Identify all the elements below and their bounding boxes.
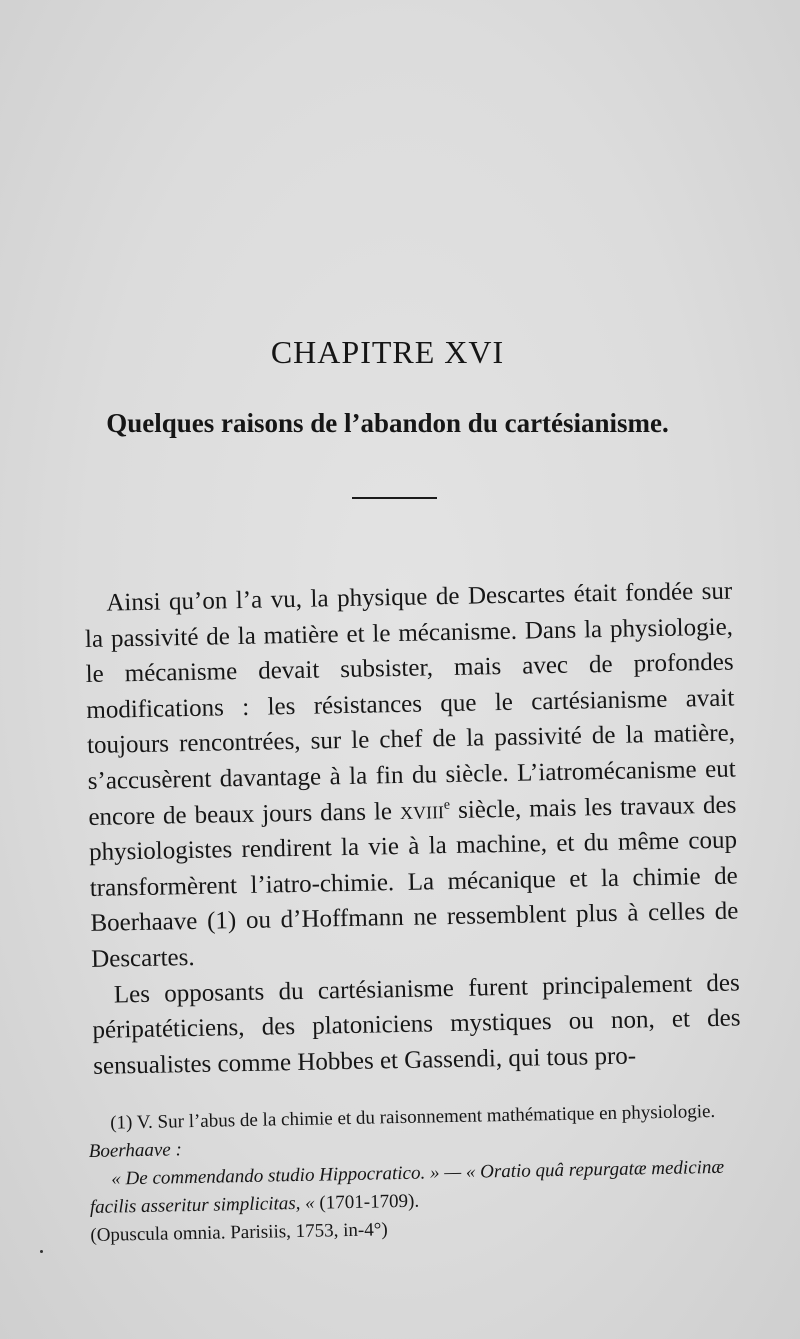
- section-divider: [352, 497, 437, 499]
- footnote-author: Boerhaave :: [88, 1139, 183, 1162]
- paper-speck: [40, 1250, 43, 1253]
- paragraph-text: Ainsi qu’on l’a vu, la physique de Descartes était fondée sur la passivité de la matière et le mécanisme. Dans la physiologie, le mécanisme devait subsister, mais avec de profondes modifications : les résistances que le cartésianisme avait toujours rencontrées, sur le chef de la passivité de la matière, s’accusèrent davantage à la fin du siècle. L’iatromécanisme eut encore de beaux jours dans le: [84, 577, 736, 831]
- paragraph: [84, 574, 739, 978]
- paragraph-text-end: siècle, mais les travaux des physiologistes rendirent la vie à la machine, et du même coup transformèrent l’iatro-chimie. La mécanique et la chimie de Boerhaave (1) ou d’Hoffmann ne ressemblent plus à celles de Descartes.: [88, 791, 739, 973]
- paragraph: Les opposants du cartésianisme furent principalement des péripatéticiens, des platoniciens mystiques ou non, et des sensualistes comme Hobbes et Gassendi, qui tous pro-: [92, 969, 741, 1080]
- body-text: [84, 574, 741, 1085]
- footnote-source: (Opuscula omnia. Parisiis, 1753, in-4°): [90, 1219, 388, 1246]
- century-numeral: xviii: [399, 796, 445, 825]
- footnote-citation-dates: (1701-1709).: [314, 1190, 420, 1214]
- footnote-citation-titles: « De commendando studio Hippocratico. » — « Oratio quâ repurgatæ medicinæ facilis asseritur simplicitas, «: [89, 1156, 725, 1218]
- footnote-text: (1) V. Sur l’abus de la chimie et du raisonnement mathématique en physiologie.: [110, 1100, 716, 1134]
- footnotes: [88, 1098, 741, 1250]
- chapter-subtitle: Quelques raisons de l’abandon du cartésianisme.: [106, 408, 669, 438]
- century-suffix: e: [443, 797, 451, 813]
- chapter-title: CHAPITRE XVI: [270, 334, 505, 370]
